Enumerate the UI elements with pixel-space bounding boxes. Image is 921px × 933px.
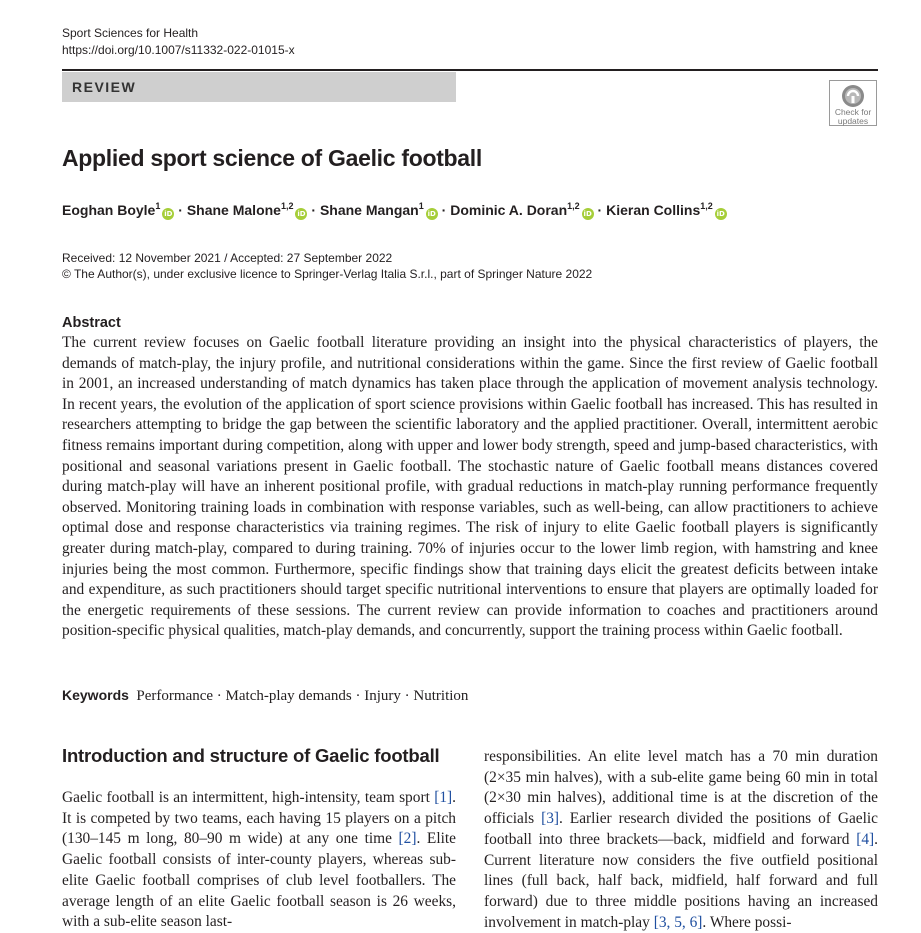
header-rule (62, 69, 878, 71)
author-separator: · (593, 202, 607, 218)
author-affiliation: 1 (418, 201, 424, 211)
badge-line-1: Check for (834, 107, 872, 117)
author-separator: · (437, 202, 451, 218)
body-text-run: . Where possi- (702, 913, 792, 931)
author-affiliation: 1,2 (567, 201, 580, 211)
article-type-label: REVIEW (72, 79, 137, 95)
keywords-label: Keywords (62, 687, 129, 703)
author-affiliation: 1,2 (280, 201, 294, 211)
orcid-icon[interactable]: iD (427, 210, 436, 218)
author-affiliation: 1,2 (700, 201, 713, 211)
body-text-run: . Current literature now considers the five outfield positional lines (full back, half back, midfield, half forward and full forward) due to three middle positions having an increased involvement in match-play (484, 830, 878, 931)
citation-link[interactable]: [3] (541, 810, 560, 828)
orcid-icon[interactable]: iD (164, 210, 173, 218)
received-dates: Received: 12 November 2021 / Accepted: 27 September 2022 (62, 251, 393, 265)
author-name: Shane Mangan (319, 202, 419, 218)
citation-link[interactable]: [4] (856, 830, 875, 848)
doi-link[interactable]: https://doi.org/10.1007/s11332-022-01015-x (62, 43, 295, 57)
journal-name: Sport Sciences for Health (62, 26, 199, 40)
body-column-left (62, 788, 456, 933)
section-heading: Introduction and structure of Gaelic football (62, 745, 440, 766)
citation-link[interactable]: [1] (434, 789, 453, 806)
author-separator: · (174, 202, 187, 218)
author-affiliation: 1 (155, 201, 161, 211)
body-text-run: responsibilities. An elite level match has a 70 min duration (2×35 min halves), with a sub-elite game being 60 min in total (2×30 min halves), additional time is at the discretion of the officials (484, 748, 878, 828)
orcid-icon[interactable]: iD (716, 210, 725, 218)
body-text-run: . Earlier research divided the positions of Gaelic football into three brackets—back, midfield and forward (484, 810, 878, 848)
author-list (62, 200, 727, 220)
body-text-run: Gaelic football is an intermittent, high-intensity, team sport (62, 789, 435, 806)
author-name: Kieran Collins (606, 202, 701, 218)
author-name: Eoghan Boyle (62, 202, 156, 218)
check-for-updates-badge[interactable] (829, 80, 877, 126)
citation-link[interactable]: [2] (398, 830, 417, 848)
orcid-icon[interactable]: iD (583, 210, 592, 218)
copyright-notice: © The Author(s), under exclusive licence to Springer-Verlag Italia S.r.l., part of Springer Nature 2022 (62, 267, 593, 281)
article-title: Applied sport science of Gaelic football (62, 145, 482, 171)
abstract-heading: Abstract (62, 315, 121, 331)
body-text-run: . It is competed by two teams, each having 15 players on a pitch (130–145 m long, 80–90 m wide) at any one time (62, 789, 456, 848)
keywords (62, 684, 468, 707)
check-updates-icon (841, 84, 865, 108)
abstract-text: The current review focuses on Gaelic football literature providing an insight into the physical characteristics of players, the demands of match-play, the injury profile, and nutritional considerations within the game. Since the first review of Gaelic football in 2001, an increased understanding of match dynamics has taken place through the application of movement analysis technology. In recent years, the evolution of the application of sport science provisions within Gaelic football has increased. This has resulted in researchers attempting to bridge the gap between the scientific laboratory and the applied practitioner. Overall, intermittent aerobic fitness remains important during competition, along with upper and lower body strength, speed and jump-based characteristics, with positional and seasonal variations present in Gaelic football. The stochastic nature of Gaelic football means distances covered during match-play will have an inherent positional profile, with gradual reductions in match-play running performance frequently observed. Monitoring training loads in combination with response variables, such as well-being, can allow practitioners to achieve optimal dose and response characteristics via training regimes. The risk of injury to elite Gaelic football players is significantly greater during match-play, compared to during training. 70% of injuries occur to the lower limb region, with hamstring and knee injuries being the most common. Furthermore, specific findings show that training days elicit the greatest deficits between intake and expenditure, as such practitioners should target specific nutritional interventions to ensure that players are optimally loaded for the energetic requirements of these sessions. The current review can provide information to coaches and practitioners around position-specific physical qualities, match-play demands, and concurrently, support the training process within Gaelic football. (62, 334, 878, 640)
keywords-list: Performance · Match-play demands · Injury · Nutrition (136, 688, 469, 704)
author-separator: · (307, 202, 320, 218)
body-text-run: . Elite Gaelic football consists of inter-county players, whereas sub-elite Gaelic football comprises of club level footballers. The average length of an elite Gaelic football season is 26 weeks, with a sub-elite season last- (62, 830, 456, 931)
author-name: Shane Malone (186, 202, 281, 218)
badge-line-2: updates (837, 116, 869, 126)
orcid-icon[interactable]: iD (297, 210, 306, 218)
body-column-right (484, 747, 878, 933)
author-name: Dominic A. Doran (450, 202, 568, 218)
citation-link[interactable]: [3, 5, 6] (653, 913, 703, 931)
